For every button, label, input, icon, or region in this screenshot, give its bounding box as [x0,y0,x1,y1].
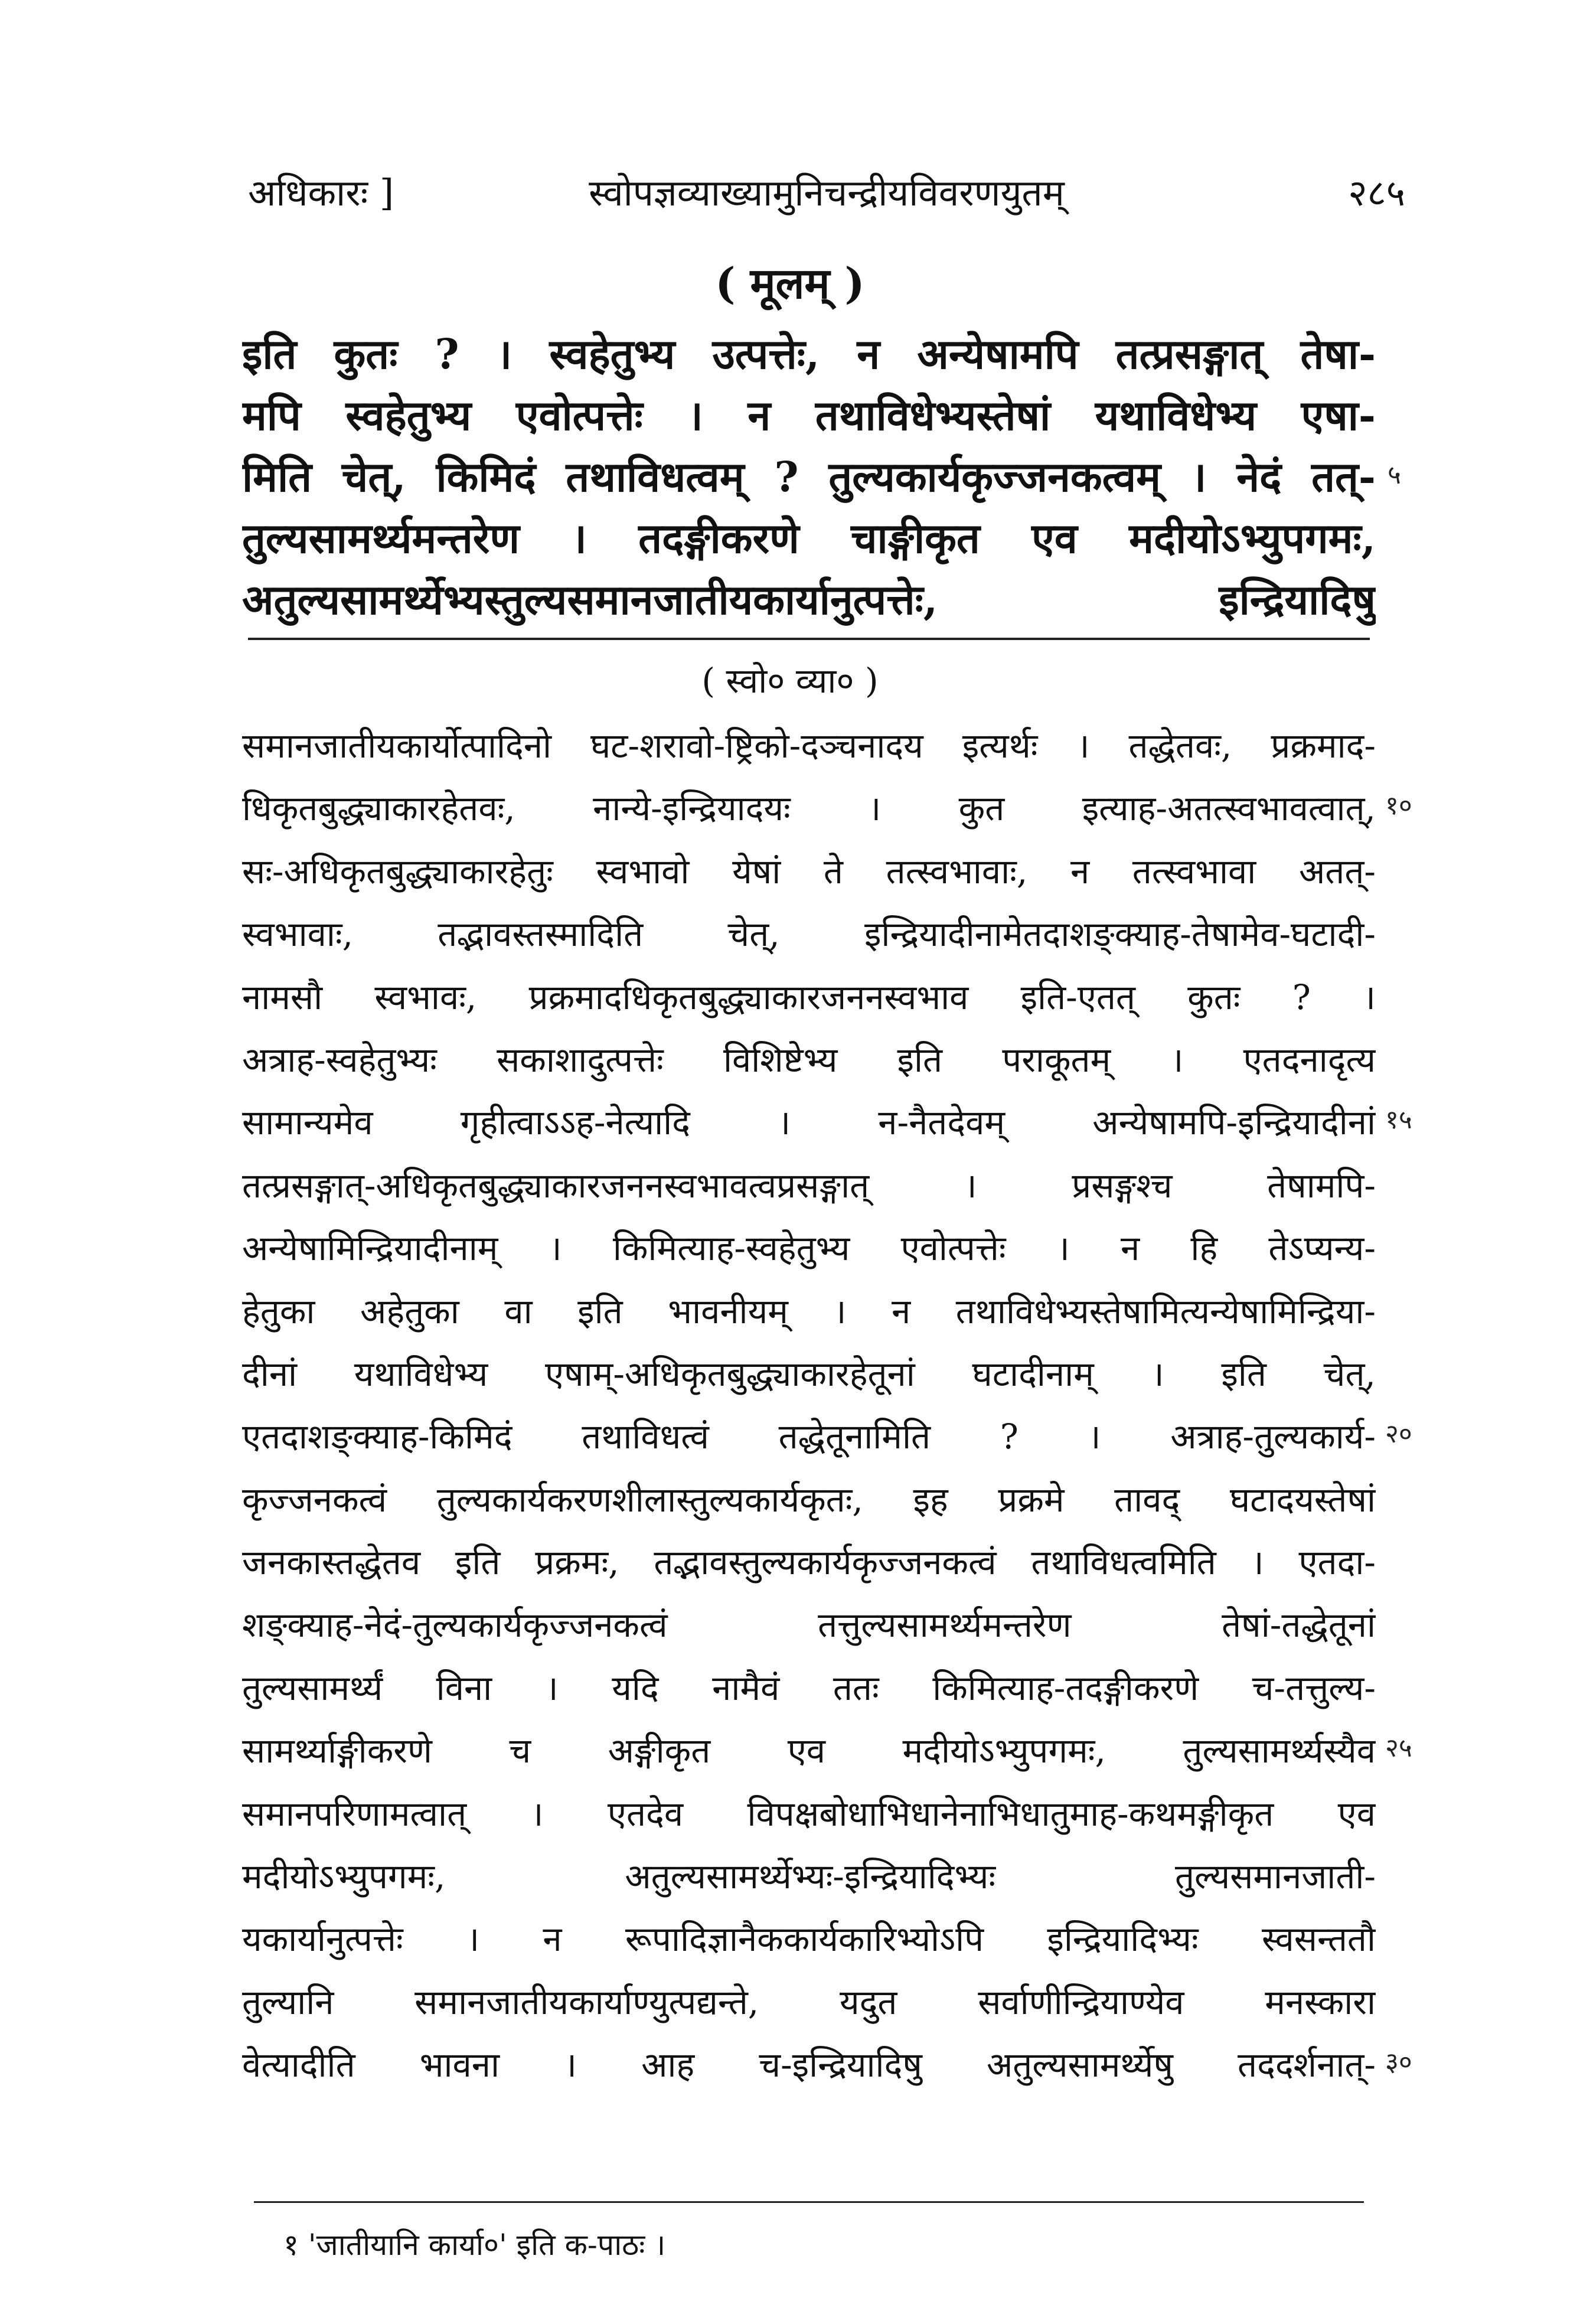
commentary-line: तुल्यसामर्थ्यं विना । यदि नामैवं ततः किमित्याह-तदङ्गीकरणे च-तत्तुल्य- [242,1667,1376,1708]
commentary-line: तत्प्रसङ्गात्-अधिकृतबुद्ध्याकारजननस्वभावत्वप्रसङ्गात् । प्रसङ्गश्च तेषामपि- [242,1165,1376,1206]
commentary-line: सामान्यमेव गृहीत्वाऽऽह-नेत्यादि । न-नैतदेवम् अन्येषामपि-इन्द्रियादीनां [242,1102,1376,1143]
commentary-line: जनकास्तद्धेतव इति प्रक्रमः, तद्भावस्तुल्यकार्यकृज्जनकत्वं तथाविधत्वमिति । एतदा- [242,1542,1376,1583]
commentary-line: धिकृतबुद्ध्याकारहेतवः, नान्ये-इन्द्रियादयः । कुत इत्याह-अतत्स्वभावत्वात्, [242,788,1376,829]
commentary-line: समानजातीयकार्योत्पादिनो घट-शरावो-ष्ट्रिको-दञ्चनादय इत्यर्थः । तद्धेतवः, प्रक्रमाद- [242,726,1376,766]
line-number: ५ [1388,460,1401,490]
commentary-line: दीनां यथाविधेभ्य एषाम्-अधिकृतबुद्ध्याकारहेतूनां घटादीनाम् । इति चेत्, [242,1353,1376,1394]
commentary-line: एतदाशङ्क्याह-किमिदं तथाविधत्वं तद्धेतूनामिति ? । अत्राह-तुल्यकार्य- [242,1416,1376,1457]
commentary-line: मदीयोऽभ्युपगमः, अतुल्यसामर्थ्येभ्यः-इन्द्रियादिभ्यः तुल्यसमानजाती- [242,1856,1376,1897]
mula-title: ( मूलम् ) [715,258,865,308]
mula-line: अतुल्यसामर्थ्येभ्यस्तुल्यसमानजातीयकार्यानुत्पत्तेः, इन्द्रियादिषु [242,575,1376,624]
mula-text [242,324,1376,631]
commentary-line: कृज्जनकत्वं तुल्यकार्यकरणशीलास्तुल्यकार्यकृतः, इह प्रक्रमे तावद् घटादयस्तेषां [242,1479,1376,1520]
mula-line: इति कुतः ? । स्वहेतुभ्य उत्पत्तेः, न अन्येषामपि तत्प्रसङ्गात् तेषा- [242,329,1376,378]
footnote: १ 'जातीयानि कार्या०' इति क-पाठः । [283,2228,666,2262]
commentary-line: अत्राह-स्वहेतुभ्यः सकाशादुत्पत्तेः विशिष्टेभ्य इति पराकूतम् । एतदनादृत्य [242,1039,1376,1080]
commentary-line: समानपरिणामत्वात् । एतदेव विपक्षबोधाभिधानेनाभिधातुमाह-कथमङ्गीकृत एव [242,1793,1376,1834]
line-number: ३० [1385,2047,1412,2077]
line-number: २० [1385,1419,1412,1449]
line-number: २५ [1385,1733,1412,1763]
commentary-line: तुल्यानि समानजातीयकार्याण्युत्पद्यन्ते, यदुत सर्वाणीन्द्रियाण्येव मनस्कारा [242,1982,1376,2022]
book-title: स्वोपज्ञव्याख्यामुनिचन्द्रीयविवरणयुतम् [589,171,1065,214]
commentary-line: सामर्थ्याङ्गीकरणे च अङ्गीकृत एव मदीयोऽभ्युपगमः, तुल्यसामर्थ्यस्यैव [242,1731,1376,1771]
commentary-line: यकार्यानुत्पत्तेः । न रूपादिज्ञानैककार्यकारिभ्योऽपि इन्द्रियादिभ्यः स्वसन्ततौ [242,1919,1376,1960]
commentary-line: हेतुका अहेतुका वा इति भावनीयम् । न तथाविधेभ्यस्तेषामित्यन्येषामिन्द्रिया- [242,1291,1376,1331]
commentary-line: वेत्यादीति भावना । आह च-इन्द्रियादिषु अतुल्यसामर्थ्येषु तददर्शनात्- [242,2045,1376,2085]
page-number: २८५ [1348,171,1405,214]
commentary-title: ( स्वो० व्या० ) [701,661,879,701]
mula-line: तुल्यसामर्थ्यमन्तरेण । तदङ्गीकरणे चाङ्गीकृत एव मदीयोऽभ्युपगमः, [242,514,1376,563]
chapter-label: अधिकारः ] [248,171,394,214]
line-number: १० [1385,791,1412,821]
line-number: १५ [1385,1105,1412,1135]
commentary-line: अन्येषामिन्द्रियादीनाम् । किमित्याह-स्वहेतुभ्य एवोत्पत्तेः । न हि तेऽप्यन्य- [242,1228,1376,1269]
commentary-line: स्वभावाः, तद्भावस्तस्मादिति चेत्, इन्द्रियादीनामेतदाशङ्क्याह-तेषामेव-घटादी- [242,914,1376,955]
commentary-line: नामसौ स्वभावः, प्रक्रमादधिकृतबुद्ध्याकारजननस्वभाव इति-एतत् कुतः ? । [242,977,1376,1017]
footnote-divider [254,2201,1364,2203]
commentary-text [242,714,1376,2097]
mula-line: मपि स्वहेतुभ्य एवोत्पत्तेः । न तथाविधेभ्यस्तेषां यथाविधेभ्य एषा- [242,391,1376,440]
commentary-line: शङ्क्याह-नेदं-तुल्यकार्यकृज्जनकत्वं तत्तुल्यसामर्थ्यमन्तरेण तेषां-तद्धेतूनां [242,1605,1376,1646]
mula-line: मिति चेत्, किमिदं तथाविधत्वम् ? तुल्यकार्यकृज्जनकत्वम् । नेदं तत्- [242,452,1376,501]
section-divider [248,638,1370,640]
commentary-line: सः-अधिकृतबुद्ध्याकारहेतुः स्वभावो येषां ते तत्स्वभावाः, न तत्स्वभावा अतत्- [242,851,1376,892]
running-header [248,167,1405,220]
